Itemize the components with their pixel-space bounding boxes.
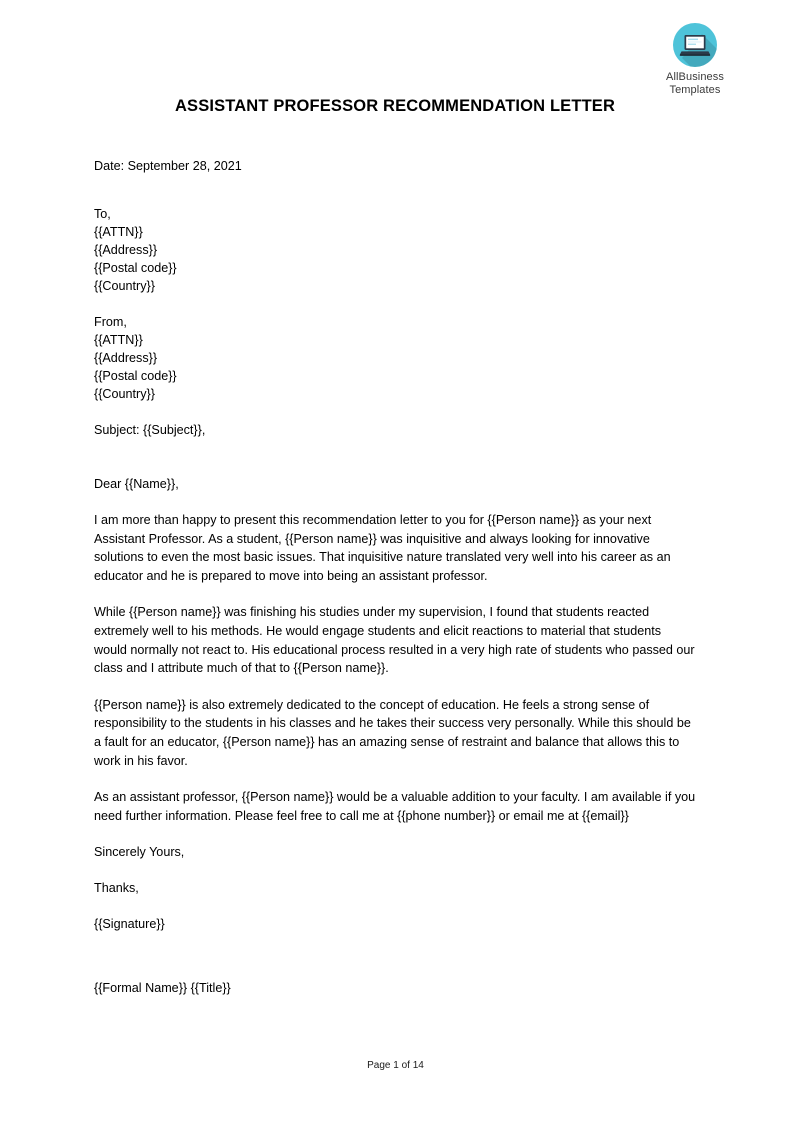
to-attn: {{ATTN}} [94,225,143,239]
to-address: {{Address}} [94,243,158,257]
page-title: ASSISTANT PROFESSOR RECOMMENDATION LETTER [174,97,616,115]
brand-name-line2: Templates [669,84,721,96]
signature-placeholder: {{Signature}} [94,917,165,932]
recipient-address-block [94,175,696,295]
salutation-line: Dear {{Name}}, [94,477,179,491]
brand-name-line1: AllBusiness [666,71,724,83]
from-country: {{Country}} [94,387,155,401]
body-paragraph-4: As an assistant professor, {{Person name}} would be a valuable addition to your faculty. I am available if you need further information. Please feel free to call me at {{phone number}} or email me at {{email}} [94,790,696,823]
page-footer [0,1060,793,1071]
page-number: Page 1 of 14 [367,1060,424,1071]
date-line: Date: September 28, 2021 [94,159,242,173]
body-paragraph-1: I am more than happy to present this recommendation letter to you for {{Person name}} as your next Assistant Professor. As a student, {{Person name}} was inquisitive and always looking for innovative solutions to even the most basic issues. That inquisitive nature translated very well into his career as an educator and he is prepared to move into being an assistant professor. [94,513,671,583]
closing-sincerely: Sincerely Yours, [94,845,185,860]
from-postal-code: {{Postal code}} [94,369,177,383]
to-postal-code: {{Postal code}} [94,261,177,275]
body-paragraph-2: While {{Person name}} was finishing his studies under my supervision, I found that students reacted extremely well to his methods. He would engage students and elicit reactions to material that students would normally not react to. His educational process resulted in a very high rate of students who passed our class and I attribute much of that to {{Person name}}. [94,605,695,676]
subject-line: Subject: {{Subject}}, [94,423,206,437]
sender-address-block [94,295,696,403]
closing-thanks: Thanks, [94,881,139,896]
from-attn: {{ATTN}} [94,333,143,347]
formal-name-title: {{Formal Name}} {{Title}} [94,981,231,996]
from-address: {{Address}} [94,351,158,365]
body-paragraph-3: {{Person name}} is also extremely dedicated to the concept of education. He feels a strong sense of responsibility to the students in his classes and he takes their success very personally. While this should be a fault for an educator, {{Person name}} has an amazing sense of restraint and balance that allows this to work in his favor. [94,697,691,768]
letter-body [94,0,696,997]
to-label: To, [94,207,111,221]
to-country: {{Country}} [94,279,155,293]
from-label: From, [94,315,127,329]
